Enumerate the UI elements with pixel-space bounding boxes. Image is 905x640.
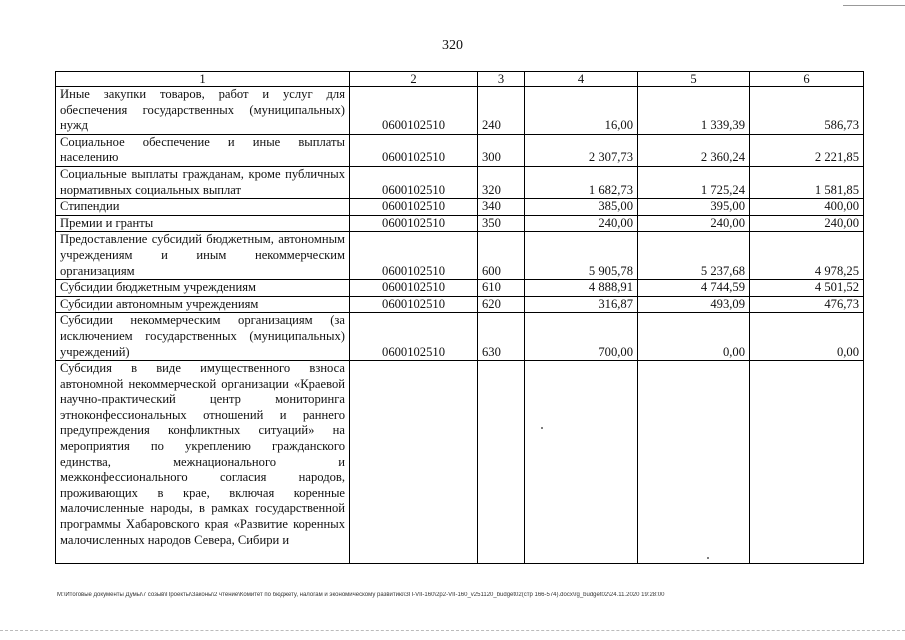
amount-col6: 1 581,85: [750, 166, 864, 198]
amount-col4: 240,00: [525, 215, 638, 232]
target-article-code: 0600102510: [350, 199, 478, 216]
amount-col6: [750, 361, 864, 564]
amount-col5: 1 725,24: [638, 166, 750, 198]
amount-col4: [525, 361, 638, 564]
corner-rule: [843, 0, 905, 6]
amount-col6: 0,00: [750, 313, 864, 361]
amount-col6: 400,00: [750, 199, 864, 216]
amount-col4: 1 682,73: [525, 166, 638, 198]
expense-type-code: 610: [478, 280, 525, 297]
target-article-code: 0600102510: [350, 280, 478, 297]
table-row: [56, 313, 864, 361]
amount-col4: 4 888,91: [525, 280, 638, 297]
expense-name: Субсидии некоммерческим организациям (за исключением государственных (муниципальных) учреждений): [56, 313, 350, 361]
table-row: [56, 199, 864, 216]
expense-type-code: 620: [478, 296, 525, 313]
page-bottom-rule: [0, 630, 905, 631]
expense-type-code: 630: [478, 313, 525, 361]
column-number: 1: [56, 72, 350, 87]
amount-col6: 2 221,85: [750, 134, 864, 166]
column-number: 4: [525, 72, 638, 87]
table-row: [56, 87, 864, 135]
expense-name: Стипендии: [56, 199, 350, 216]
expense-type-code: 350: [478, 215, 525, 232]
target-article-code: 0600102510: [350, 215, 478, 232]
amount-col5: 1 339,39: [638, 87, 750, 135]
amount-col4: 700,00: [525, 313, 638, 361]
expense-type-code: 340: [478, 199, 525, 216]
amount-col4: 5 905,78: [525, 232, 638, 280]
amount-col5: 493,09: [638, 296, 750, 313]
budget-table: [55, 71, 864, 564]
table-row: [56, 134, 864, 166]
target-article-code: [350, 361, 478, 564]
target-article-code: 0600102510: [350, 166, 478, 198]
amount-col6: 240,00: [750, 215, 864, 232]
column-number: 5: [638, 72, 750, 87]
table-row: [56, 280, 864, 297]
scan-speck: [541, 427, 543, 429]
target-article-code: 0600102510: [350, 87, 478, 135]
table-row: [56, 296, 864, 313]
expense-name: Предоставление субсидий бюджетным, автономным учреждениям и иным некоммерческим организациям: [56, 232, 350, 280]
amount-col6: 4 501,52: [750, 280, 864, 297]
scan-speck: [707, 557, 709, 559]
amount-col4: 2 307,73: [525, 134, 638, 166]
amount-col4: 385,00: [525, 199, 638, 216]
target-article-code: 0600102510: [350, 232, 478, 280]
column-number: 3: [478, 72, 525, 87]
expense-name: Иные закупки товаров, работ и услуг для обеспечения государственных (муниципальных) нужд: [56, 87, 350, 135]
amount-col4: 316,87: [525, 296, 638, 313]
expense-type-code: [478, 361, 525, 564]
expense-name: Премии и гранты: [56, 215, 350, 232]
target-article-code: 0600102510: [350, 313, 478, 361]
amount-col6: 476,73: [750, 296, 864, 313]
amount-col4: 16,00: [525, 87, 638, 135]
amount-col5: 395,00: [638, 199, 750, 216]
target-article-code: 0600102510: [350, 134, 478, 166]
column-number: 2: [350, 72, 478, 87]
expense-name: Социальное обеспечение и иные выплаты населению: [56, 134, 350, 166]
amount-col5: 2 360,24: [638, 134, 750, 166]
column-number: 6: [750, 72, 864, 87]
expense-name: Социальные выплаты гражданам, кроме публичных нормативных социальных выплат: [56, 166, 350, 198]
table-row: [56, 166, 864, 198]
file-path-footer: M:\Итоговые документы Думы\7 созыв\Проекты\Законы\2 чтение\Комитет по бюджету, налогам и экономическому развитию\ЗП-VII-160\2р2-VII-160_v251120_budget02(стр 166-574).docx\rg_budget02\24.11.2020 19:28:00: [57, 592, 665, 598]
amount-col6: 586,73: [750, 87, 864, 135]
expense-name: Субсидия в виде имущественного взноса автономной некоммерческой организации «Краевой научно-практический центр мониторинга этноконфессиональных отношений и раннего предупреждения конфликтных ситуаций» на мероприятия по укреплению гражданского единства, межнационального и межконфессионального согласия народов, проживающих в крае, включая коренные малочисленные народы, в рамках государственной программы Хабаровского края «Развитие коренных малочисленных народов Севера, Сибири и: [56, 361, 350, 564]
expense-type-code: 320: [478, 166, 525, 198]
table-row: [56, 232, 864, 280]
amount-col5: [638, 361, 750, 564]
expense-name: Субсидии бюджетным учреждениям: [56, 280, 350, 297]
amount-col5: 0,00: [638, 313, 750, 361]
amount-col5: 4 744,59: [638, 280, 750, 297]
expense-type-code: 300: [478, 134, 525, 166]
table-row: [56, 215, 864, 232]
target-article-code: 0600102510: [350, 296, 478, 313]
column-number-row: [56, 72, 864, 87]
page-number: 320: [442, 38, 463, 53]
expense-type-code: 240: [478, 87, 525, 135]
amount-col6: 4 978,25: [750, 232, 864, 280]
amount-col5: 5 237,68: [638, 232, 750, 280]
expense-name: Субсидии автономным учреждениям: [56, 296, 350, 313]
table-row: [56, 361, 864, 564]
amount-col5: 240,00: [638, 215, 750, 232]
expense-type-code: 600: [478, 232, 525, 280]
